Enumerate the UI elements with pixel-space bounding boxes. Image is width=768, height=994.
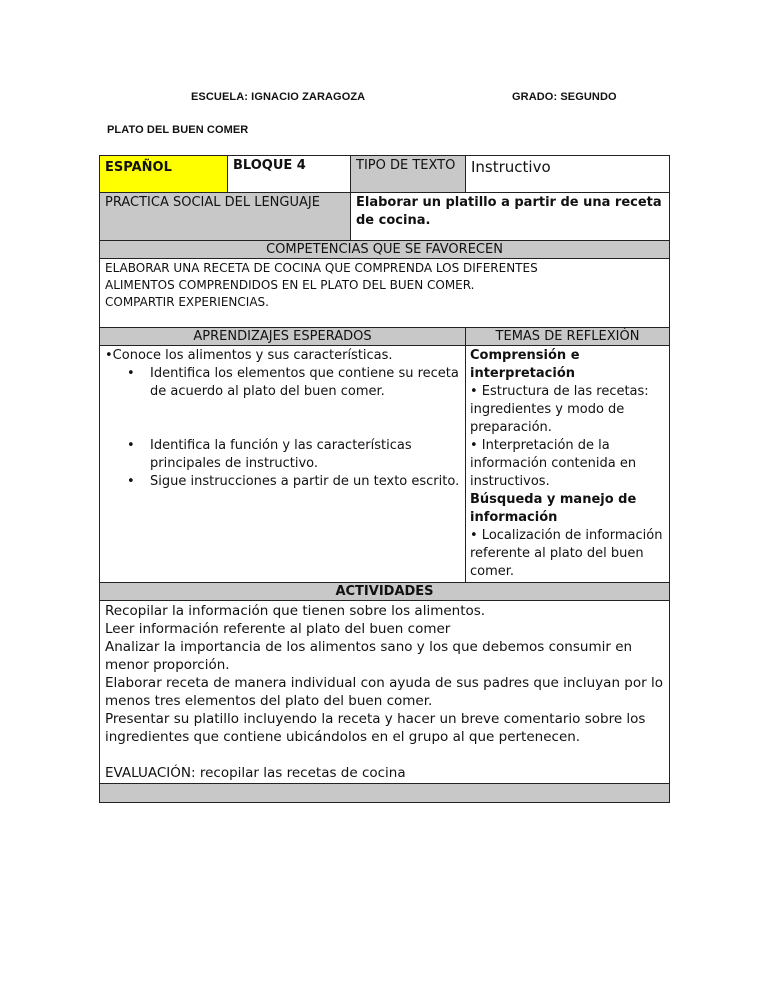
lesson-plan-table: [99, 155, 670, 803]
practice-value: Elaborar un platillo a partir de una receta de cocina.: [351, 193, 670, 241]
document-topic: PLATO DEL BUEN COMER: [107, 124, 249, 136]
learning-content: [100, 346, 466, 583]
text-type-value: Instructivo: [466, 156, 670, 193]
topics-item: • Estructura de las recetas: ingredientes y modo de preparación.: [470, 384, 649, 435]
competencies-header: COMPETENCIAS QUE SE FAVORECEN: [100, 241, 670, 259]
topics-section-title: Comprensión e interpretación: [470, 348, 580, 381]
text-type-label: TIPO DE TEXTO: [351, 156, 466, 193]
competencies-content: [100, 259, 670, 328]
learning-item: • Identifica la función y las características principales de instructivo.: [127, 438, 412, 471]
grade: GRADO: SEGUNDO: [512, 91, 617, 103]
topics-item: • Localización de información referente al plato del buen comer.: [470, 528, 663, 579]
list-spacer: [105, 401, 460, 437]
competency-line: ALIMENTOS COMPRENDIDOS EN EL PLATO DEL BUEN COMER.: [105, 278, 475, 292]
learning-item: • Identifica los elementos que contiene su receta de acuerdo al plato del buen comer.: [127, 366, 459, 399]
learning-item: • Sigue instrucciones a partir de un texto escrito.: [127, 474, 460, 489]
learning-list: [105, 365, 460, 491]
subject-cell: ESPAÑOL: [100, 156, 228, 193]
activity-item: Analizar la importancia de los alimentos sano y los que debemos consumir en menor proporción.: [105, 639, 633, 673]
topics-content: [466, 346, 670, 583]
activity-item: Presentar su platillo incluyendo la receta y hacer un breve comentario sobre los ingredientes que contiene ubicándolos en el grupo al que pertenecen.: [105, 711, 646, 745]
practice-label: PRACTICA SOCIAL DEL LENGUAJE: [100, 193, 351, 241]
competency-line: COMPARTIR EXPERIENCIAS.: [105, 295, 269, 309]
learning-header: APRENDIZAJES ESPERADOS: [100, 328, 466, 346]
block-cell: BLOQUE 4: [228, 156, 351, 193]
activity-item: Recopilar la información que tienen sobre los alimentos.: [105, 603, 486, 619]
school-name: ESCUELA: IGNACIO ZARAGOZA: [191, 91, 366, 103]
blank-line: [105, 746, 664, 764]
learning-intro: •Conoce los alimentos y sus características.: [105, 348, 393, 363]
footer-bar: [100, 784, 670, 803]
activity-item: Leer información referente al plato del buen comer: [105, 621, 451, 637]
activities-header: ACTIVIDADES: [100, 583, 670, 601]
topics-item: • Interpretación de la información contenida en instructivos.: [470, 438, 637, 489]
evaluation-text: EVALUACIÓN: recopilar las recetas de cocina: [105, 765, 406, 781]
topics-header: TEMAS DE REFLEXIÓN: [466, 328, 670, 346]
activities-content: [100, 601, 670, 784]
competency-line: ELABORAR UNA RECETA DE COCINA QUE COMPRENDA LOS DIFERENTES: [105, 261, 538, 275]
topics-section-title: Búsqueda y manejo de información: [470, 492, 637, 525]
activity-item: Elaborar receta de manera individual con ayuda de sus padres que incluyan por lo menos tres elementos del plato del buen comer.: [105, 675, 663, 709]
